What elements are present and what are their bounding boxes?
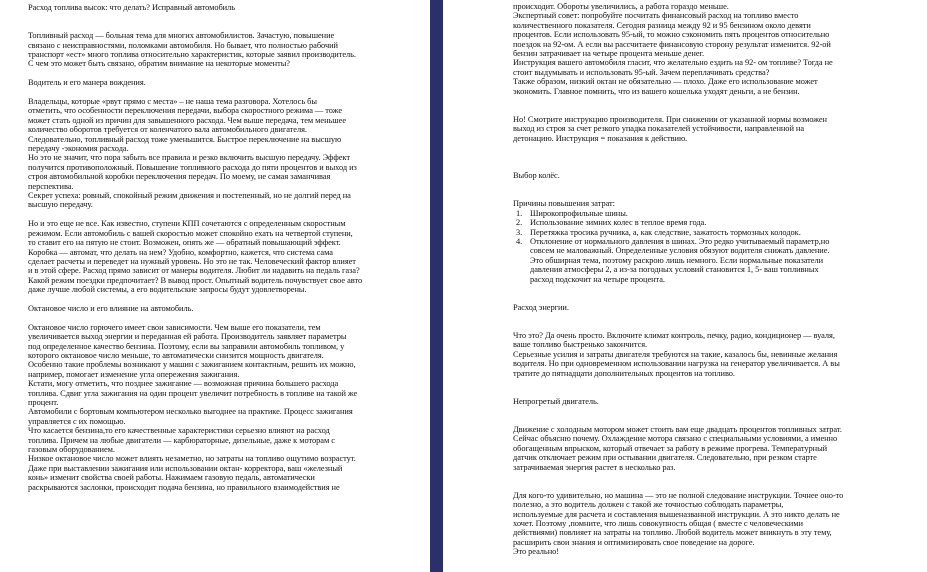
text-line: перспектива. (28, 181, 74, 191)
text-line: Даже при выставлении зажигания или использовании октан- корректора, ваш «железный (28, 463, 343, 473)
text-line: совсем не маловажный. Определенные условия обязуют водителя снижать давление. (530, 246, 830, 256)
list-item: 1. Широкопрофильные шины. (516, 208, 628, 218)
text-line: строя автомобильной коробки переключения передач. По моему, не самая заманчивая (28, 172, 331, 182)
text-line: Топливный расход — больная тема для многих автомобилистов. Зачастую, повышение (28, 31, 335, 41)
driver-paragraph (28, 97, 420, 210)
document-page-left (0, 0, 430, 572)
section-heading-octane: Октановое число и его влияние на автомобиль. (28, 303, 194, 313)
text-line: Какой режим поездки предпочитает? В вывод прост. Опытный водитель почувствует свое авто (28, 275, 363, 285)
text-line: используемые для расчета и составления вышеназванной инструкции. А это никто делать не (513, 509, 840, 519)
gearbox-paragraph (28, 219, 420, 294)
section-heading-cold-engine: Непрогретый двигатель. (513, 396, 599, 406)
text-line: Коробка — автомат, что делать на нем? Удобно, комфортно, кажется, что система сама (28, 247, 333, 257)
warning-paragraph (513, 115, 913, 143)
text-line: газовым оборудованием. (28, 445, 115, 454)
text-line: Что это? Да очень просто. Включите климат контроль, печку, радио, кондиционер — вуаля, (513, 330, 835, 340)
text-line: конь» изменит свойства своей работы. Нажимаем газовую педаль, автоматически (28, 473, 315, 483)
text-line: тратите до пятнадцати дополнительных процентов на топливо. (513, 368, 735, 378)
octane-paragraph (28, 323, 420, 492)
text-line: С чем это может быть связано, обратим внимание на некоторые моменты? (28, 59, 290, 69)
text-line: количественного показателя. Сегодня разница между 92 и 95 бензином около девяти (513, 20, 811, 30)
text-line: процент. (28, 397, 59, 407)
text-line: сделает расчеты и переведет на нужный уровень. Но это не так. Человеческий фактор влияет (28, 256, 356, 266)
octane-paragraph-continued (513, 2, 913, 96)
text-line: расход подскочит на четыре процента. (530, 274, 665, 284)
text-line: ваше топливо быстренько закончится. (513, 340, 648, 350)
text-line: получится противоположный. Повышение топливного расхода до пяти процентов и выход из (28, 162, 357, 172)
text-line: Инструкция вашего автомобиля гласит, что желательно ездить на 92- ом топливе? Тогда не (513, 58, 833, 68)
closing-paragraph (513, 491, 913, 557)
text-line: высшую передачу. (28, 200, 93, 210)
text-line: Владельцы, которые «рвут прямо с места» – не наша тема разговора. Хотелось бы (28, 97, 317, 107)
text-line: например, помогает изменение угла опережения зажигания. (28, 369, 240, 379)
text-line: отметить, что особенности переключения передачи, выбора скоростного режима — тоже (28, 106, 343, 116)
text-line: Что касается бензина,то его качественные характеристики серьезно влияют на расход (28, 426, 330, 436)
text-line: расширить свои знания и оптимизировать свое поведение на дороге. (513, 537, 755, 547)
reasons-heading: Причины повышения затрат: (513, 199, 615, 209)
text-line: водителя. Но при одновременном использовании нагрузка на генератор увеличивается. А вы (513, 359, 840, 369)
intro-paragraph (28, 31, 420, 69)
text-line: режимом. Если автомобиль с вашей скоростью может спокойно ехать на четвертой ступени, (28, 228, 353, 238)
text-line: транспорт «ест» много топлива относительно характеристик, которые заявил производитель. (28, 50, 356, 60)
text-line: Но это не значит, что пора забыть все правила и резко включить высшую передачу. Эффект (28, 153, 350, 163)
energy-paragraph (513, 331, 913, 378)
text-line: раскрываются заслонки, происходит подача бензина, но правильного взаимодействия не (28, 482, 340, 492)
text-line: датчик отключает режим при остывании двигателя. Следовательно, при резком старте (513, 453, 817, 463)
text-line: передачу -экономия расхода. (28, 144, 129, 154)
text-line: связано с неисправностями, поломками автомобиля. Но бывает, что полностью рабочий (28, 40, 338, 50)
list-item: 3. Перетяжка тросика ручника, а, как следствие, зажатость тормозных колодок. (516, 227, 801, 237)
text-line: которого октановое число меньше, то автоматически снизится мощность двигателя. (28, 350, 324, 360)
text-line: количество оборотов требуется от коленчатого вала автомобильного двигателя. (28, 125, 307, 135)
text-line: Но и это еще не все. Как известно, ступени КПП сочетаются с определенным скоростным (28, 219, 346, 229)
text-line: Движение с холодным мотором может стоить вам еще двадцать процентов топливных затрат. (513, 424, 842, 434)
text-line: Это реально! (513, 547, 560, 557)
text-line: под определенное качество бензина. Поэтому, если вы заправили автомобиль топливом, у (28, 341, 345, 351)
text-line: Но! Смотрите инструкцию производителя. При снижении от указанной нормы возможен (513, 114, 827, 124)
text-line: Это обширная тема, поэтому раскрою лишь немного. Если нормальные показатели (530, 255, 824, 265)
cold-engine-paragraph (513, 425, 913, 472)
text-line: обогащенным впрыском, который отвечает за работу в режиме прогрева. Температурный (513, 443, 828, 453)
text-line: то ставит его на пятую не стоит. Возможен, опять же — обратный повышающий эффект. (28, 238, 341, 248)
document-page-right (443, 0, 927, 572)
text-line: топлива. Сдвиг угла зажигания на один процент увеличит потребность в топливе на такой же (28, 388, 358, 398)
text-line: происходит. Обороты увеличились, а работа гораздо меньше. (513, 2, 729, 11)
text-line: Особенно такие проблемы возникают у машин с зажиганием контактным, решить их можно, (28, 360, 356, 370)
text-line: выход из строя за счет резкого упадка показателей устойчивости, направленной на (513, 124, 805, 134)
section-heading-driver: Водитель и его манера вождения. (28, 78, 146, 88)
text-line: хочет. Поэтому ,помните, что лишь совокупность общая ( вместе с человеческими (513, 519, 803, 529)
text-line: Следовательно, топливный расход тоже уменьшится. Быстрое переключение на высшую (28, 134, 342, 144)
text-line: затрачиваемая энергия растет в несколько раз. (513, 462, 676, 472)
reasons-list (513, 209, 913, 284)
text-line: даже лучше любой системы, а его водительские запросы будут удовлетворены. (28, 285, 307, 295)
section-heading-energy: Расход энергии. (513, 302, 569, 312)
text-line: экономить. Главное помнить, что из вашего кошелька уходят деньги, а не бензин. (513, 86, 800, 96)
text-line: Низкое октановое число может влиять незаметно, но затраты на топливо ощутимо возрастут. (28, 454, 356, 464)
text-line: Сейчас объясню почему. Охлаждение мотора связано с специальными условиями, а именно (513, 434, 838, 444)
text-line: Экспертный совет: попробуйте посчитать финансовый расход на топливо вместо (513, 11, 799, 21)
text-line: действиями) повлияет на затраты на топливо. Любой водитель может вникнуть в эту тему, (513, 528, 832, 538)
text-line: Серьезные усилия и затраты двигателя требуются на такие, казалось бы, невинные желания (513, 349, 838, 359)
text-line: полезно, а это водитель должен с такой же точностью соблюдать параметры, (513, 500, 784, 510)
text-line: топлива. Причем на любые двигатели — карбюраторные, дизельные, даже к моторам с (28, 435, 335, 445)
text-line: управляется с их помощью. (28, 416, 126, 426)
text-line: Для кого-то удивительно, но машина — это не полной следование инструкции. Точнее оно-то (513, 490, 844, 500)
list-item: 2. Использование зимних колес в теплое время года. (516, 218, 707, 228)
article-title: Расход топлива высок: что делать? Исправный автомобиль (28, 3, 236, 12)
text-line: Также образом, низкий октан не обязательно — плохо. Даже его использование может (513, 77, 818, 87)
list-item: 4. Отклонение от нормального давления в шинах. Это редко учитываемый параметр,но (516, 236, 830, 246)
text-line: детонацию. Инструкция = показания к действию. (513, 133, 688, 143)
text-line: и в этой сфере. Расход прямо зависит от манеры водителя. Любит ли надавить на педаль газа? (28, 266, 360, 276)
text-line: Автомобили с бортовым компьютером несколько выгоднее на практике. Процесс зажигания (28, 407, 353, 417)
text-line: давления атмосферы 2, а из-за погодных условий становится 1, 5- ваш топливных (530, 265, 819, 275)
text-line: стоит выдумывать и использовать 95-ый. Зачем переплачивать средства? (513, 67, 770, 77)
text-line: может стать одной из причин для завышенного расхода. Чем выше передача, тем меньшее (28, 115, 347, 125)
text-line: Октановое число горючего имеет свои зависимости. Чем выше его показатели, тем (28, 322, 321, 332)
text-line: процентов. Если использовать 95-ый, то можно сэкономить пять процентов относительно (513, 30, 830, 40)
text-line: Секрет успеха: ровный, спокойный режим движения и постепенный, но не долгий перед на (28, 191, 351, 201)
text-line: увеличивается выход энергии и переданная ей работа. Производитель заявляет параметры (28, 332, 347, 342)
section-heading-wheels: Выбор колёс. (513, 171, 560, 181)
text-line: Кстати, могу отметить, что позднее зажигание — возможная причина большего расхода (28, 379, 339, 389)
text-line: поездок на 92-ом. А если вы рассчитаете финансовую сторону результат изменится. 92-ой (513, 39, 831, 49)
text-line: бензин затрачивает на четыре процента меньше денег. (513, 49, 704, 59)
